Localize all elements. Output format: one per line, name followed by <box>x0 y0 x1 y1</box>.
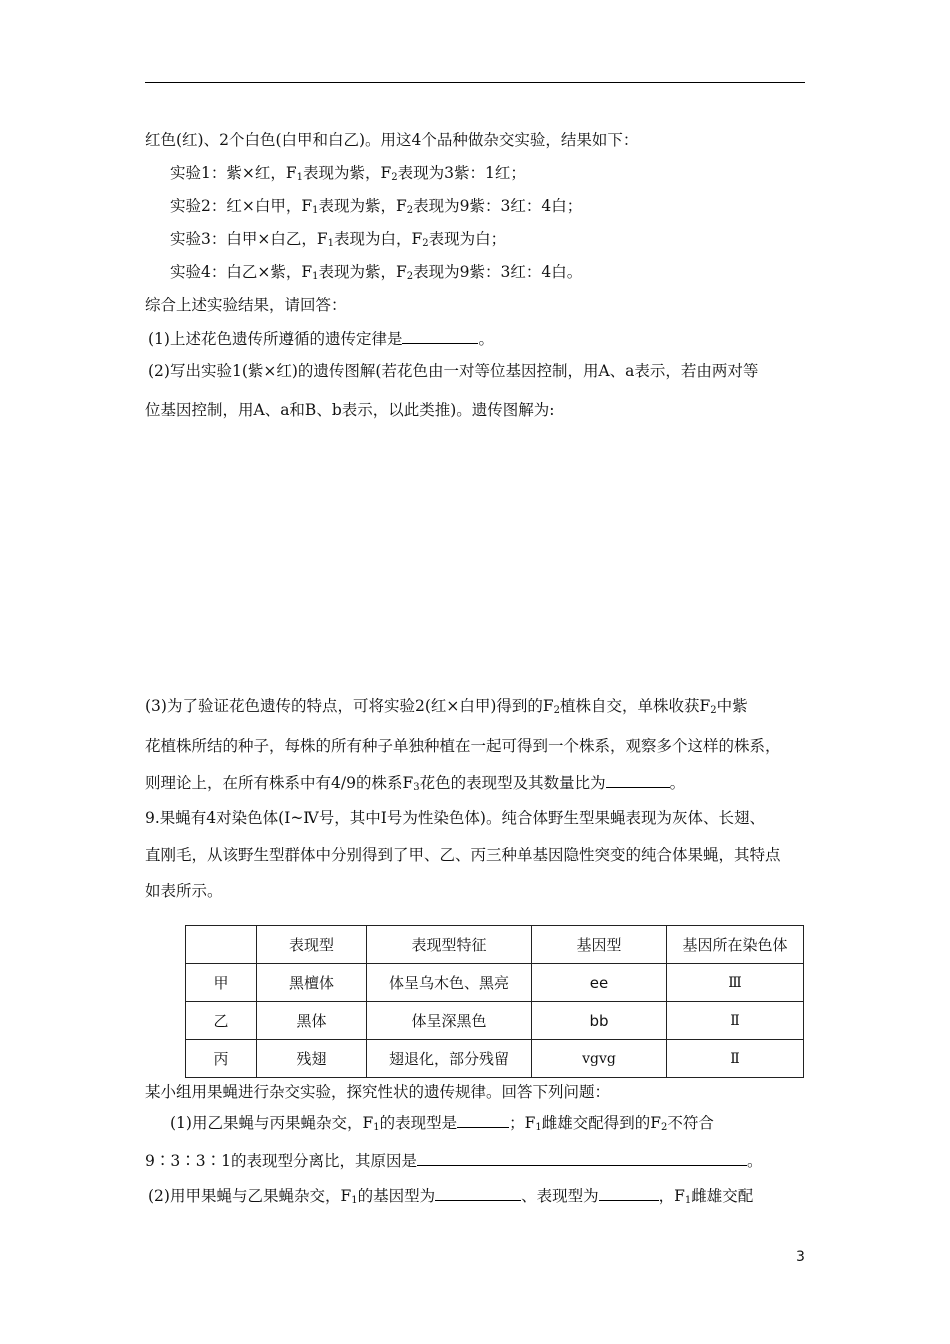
question-3-line-3: 则理论上，在所有株系中有4/9的株系$F_3$花色的表现型及其数量比为 。 <box>145 774 686 793</box>
experiment-3: 实验3：白甲×白乙，$F_1$表现为白，$F_2$表现为白； <box>170 230 507 249</box>
question-2-line-1: (2)写出实验1(紫×红)的遗传图解(若花色由一对等位基因控制，用A、a表示，若由两对等 <box>148 362 759 380</box>
question-2-line-2: 位基因控制，用A、a和B、b表示，以此类推)。遗传图解为: <box>145 401 555 419</box>
question-9-line-2: 直刚毛，从该野生型群体中分别得到了甲、乙、丙三种单基因隐性突变的纯合体果蝇，其特点 <box>145 846 781 864</box>
table-row <box>186 1002 804 1040</box>
answer-blank[interactable] <box>435 1185 521 1201</box>
table-cell: 体呈深黑色 <box>367 1002 532 1040</box>
table-cell: 体呈乌木色、黑亮 <box>367 964 532 1002</box>
part-2-line-1: (2)用甲果蝇与乙果蝇杂交，$F_1$的基因型为 、表现型为 ，$F_1$雌雄交配 <box>148 1187 754 1206</box>
table-cell: Ⅲ <box>667 964 804 1002</box>
answer-blank[interactable] <box>402 328 478 344</box>
table-header-cell: 表现型 <box>257 926 367 964</box>
question-9-line-1: 9.果蝇有4对染色体(Ⅰ~Ⅳ号，其中Ⅰ号为性染色体)。纯合体野生型果蝇表现为灰体、长翅、 <box>145 809 765 827</box>
table-cell: vgvg <box>532 1040 667 1078</box>
table-row <box>186 1040 804 1078</box>
table-header-cell: 表现型特征 <box>367 926 532 964</box>
table-cell: Ⅱ <box>667 1002 804 1040</box>
part-1-line-1: (1)用乙果蝇与丙果蝇杂交，$F_1$的表现型是 ；$F_1$雌雄交配得到的$F_2$不符合 <box>170 1114 714 1133</box>
answer-blank[interactable] <box>417 1150 747 1166</box>
part-1-line-2: 9∶3∶3∶1的表现型分离比，其原因是 。 <box>145 1152 763 1170</box>
experiment-4: 实验4：白乙×紫，$F_1$表现为紫，$F_2$表现为9紫：3红：4白。 <box>170 263 583 282</box>
page-number: 3 <box>796 1249 805 1265</box>
question-1: (1)上述花色遗传所遵循的遗传定律是 。 <box>148 330 494 348</box>
table-cell: ee <box>532 964 667 1002</box>
question-3-line-2: 花植株所结的种子，每株的所有种子单独种植在一起可得到一个株系，观察多个这样的株系， <box>145 737 781 755</box>
intro-text: 红色(红)、2个白色(白甲和白乙)。用这4个品种做杂交实验，结果如下： <box>145 131 639 149</box>
after-table-text: 某小组用果蝇进行杂交实验，探究性状的遗传规律。回答下列问题： <box>145 1083 611 1101</box>
table-header-row <box>186 926 804 964</box>
experiment-1: 实验1：紫×红，$F_1$表现为紫，$F_2$表现为3紫：1红； <box>170 164 526 183</box>
table-cell: 丙 <box>186 1040 257 1078</box>
table-cell: 甲 <box>186 964 257 1002</box>
table-cell: bb <box>532 1002 667 1040</box>
table-cell: Ⅱ <box>667 1040 804 1078</box>
header-rule <box>145 82 805 83</box>
table-cell: 黑体 <box>257 1002 367 1040</box>
table-cell: 翅退化，部分残留 <box>367 1040 532 1078</box>
question-3-line-1: (3)为了验证花色遗传的特点，可将实验2(红×白甲)得到的$F_2$植株自交，单株收获$F_2$中紫 <box>145 697 748 716</box>
table-header-cell: 基因所在染色体 <box>667 926 804 964</box>
experiment-2: 实验2：红×白甲，$F_1$表现为紫，$F_2$表现为9紫：3红：4白； <box>170 197 583 216</box>
mutant-table <box>185 925 804 1078</box>
answer-blank[interactable] <box>457 1112 509 1128</box>
table-header-cell <box>186 926 257 964</box>
table-header-cell: 基因型 <box>532 926 667 964</box>
table-cell: 残翅 <box>257 1040 367 1078</box>
table-row <box>186 964 804 1002</box>
summary-text: 综合上述实验结果，请回答： <box>145 296 347 314</box>
answer-blank[interactable] <box>606 772 670 788</box>
question-9-line-3: 如表所示。 <box>145 882 223 900</box>
table-cell: 黑檀体 <box>257 964 367 1002</box>
answer-blank[interactable] <box>599 1185 659 1201</box>
table-cell: 乙 <box>186 1002 257 1040</box>
